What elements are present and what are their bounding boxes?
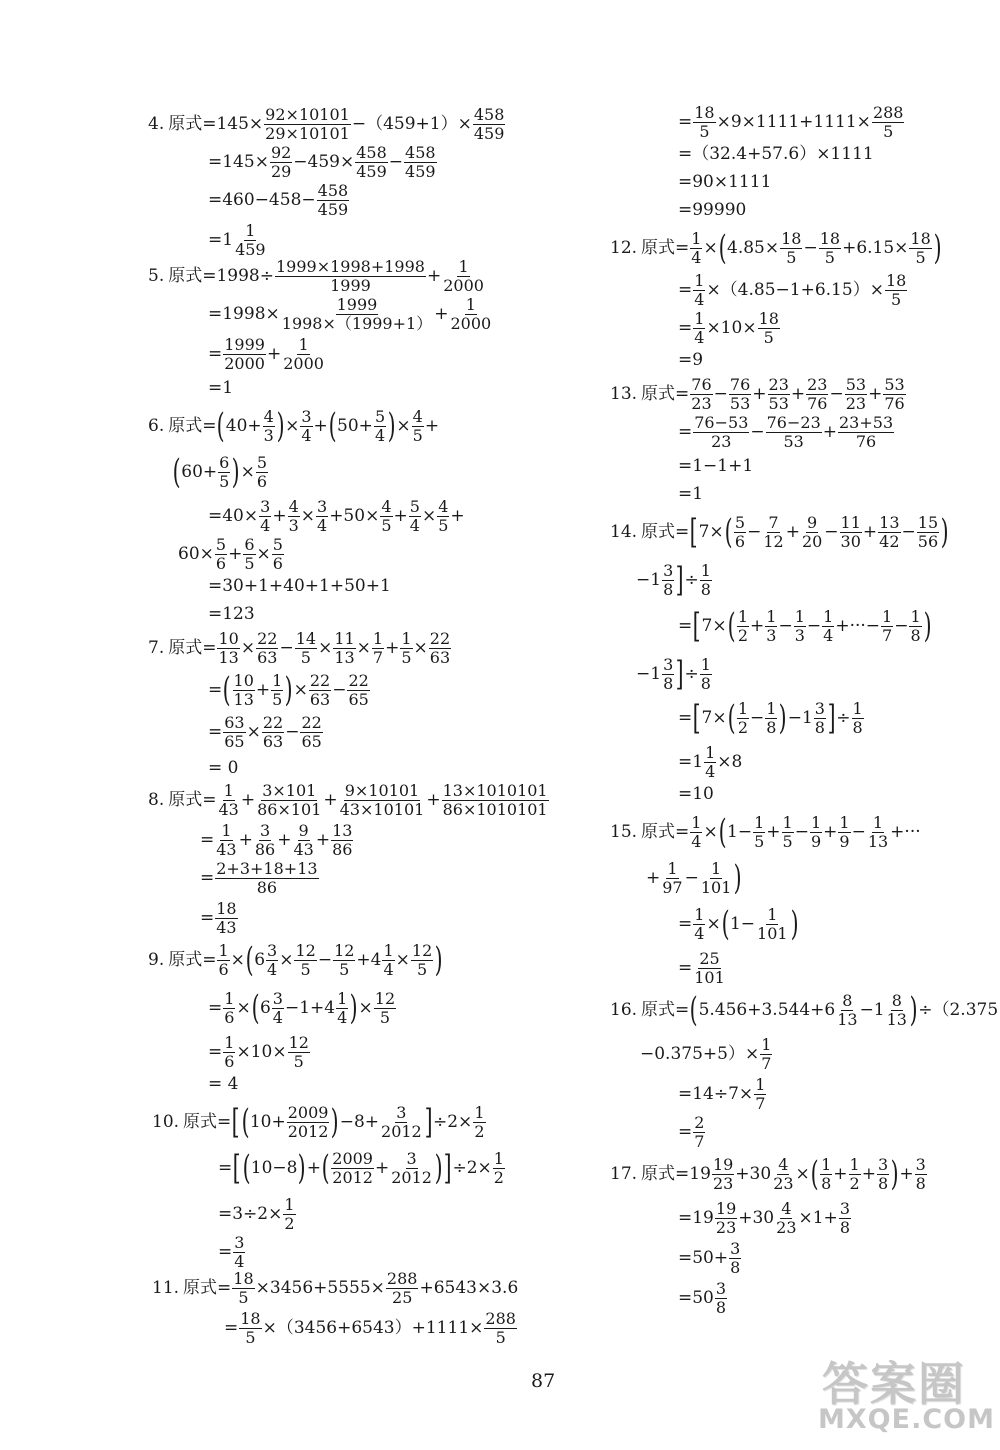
- fraction: $\frac{22}{65}$: [348, 671, 369, 709]
- problem-9-line-3: = $\frac{1}{6}$ ×10× $\frac{12}{5}$: [208, 1033, 309, 1071]
- problem-7-line-1: 7. 原式 = $\frac{10}{13}$ × $\frac{22}{63}$ − $\frac{14}{5}$ × $\frac{11}{13}$ × $\frac{1}{7}$ + $\frac{1}{5}$ × $\frac{22}{63}$: [148, 629, 451, 667]
- fraction: $\frac{1}{8}$: [700, 561, 711, 599]
- fraction: $\frac{14}{5}$: [295, 629, 317, 667]
- fraction: $\frac{5}{6}$: [256, 453, 268, 491]
- label: 原式: [168, 637, 203, 658]
- fraction: $\frac{458}{459}$: [356, 143, 387, 181]
- fraction: 19 23: [715, 1199, 737, 1237]
- problem-number: 12.: [610, 237, 638, 258]
- fraction: $\frac{11}{30}$: [840, 513, 861, 551]
- fraction: 2009 2012: [332, 1149, 373, 1187]
- problem-16-line-1: 16. 原式 = ( 5.456+3.544+6 8 13 −1 8 13 ) ÷（2.375: [610, 990, 999, 1031]
- problem-5-line-2: =1998× $\frac{1999}{1998\times(1999+1)}$ + $\frac{1}{2000}$: [208, 295, 492, 333]
- problem-12-line-1: 12. 原式 = $\frac{1}{4}$ × ( 4.85× $\frac{18}{5}$ − $\frac{18}{5}$ +6.15× $\frac{18}{5}$ ): [610, 228, 942, 269]
- fraction: $\frac{1}{2}$: [474, 1103, 485, 1141]
- fraction: $\frac{3}{2012}$: [381, 1103, 422, 1141]
- fraction: $\frac{7}{12}$: [763, 513, 784, 551]
- fraction: $\frac{22}{63}$: [257, 629, 278, 667]
- problem-10-line-3: =3÷2× $\frac{1}{2}$: [218, 1195, 295, 1233]
- fraction: $\frac{1}{4}$: [823, 607, 834, 645]
- label: 原式: [641, 821, 676, 842]
- problem-4-line-2: =145× $\frac{92}{29}$ −459× $\frac{458}{459}$ − $\frac{458}{459}$: [208, 143, 436, 181]
- fraction: $\frac{76-23}{53}$: [766, 413, 821, 451]
- fraction: $\frac{76}{23}$: [691, 375, 712, 413]
- watermark-url: MXQE.COM: [818, 1404, 995, 1435]
- fraction: $\frac{1}{8}$: [700, 655, 711, 693]
- fraction: $\frac{3}{4}$: [260, 497, 271, 535]
- fraction: $\frac{1}{2000}$: [443, 257, 484, 295]
- problem-7-line-3: = $\frac{63}{65}$ × $\frac{22}{63}$ − $\frac{22}{65}$: [208, 713, 322, 751]
- fraction: $\frac{92}{29}$: [270, 143, 292, 181]
- fraction: 8 13: [886, 991, 907, 1029]
- problem-number: 7.: [148, 637, 165, 658]
- fraction: $\frac{9\times 10101}{43\times 10101}$: [339, 781, 425, 819]
- fraction: $\frac{5}{4}$: [409, 497, 420, 535]
- fraction: $\frac{1}{7}$: [761, 1035, 772, 1073]
- problem-7-line-2: = ( 10 13 + $\frac{1}{5}$ ) × $\frac{22}{63}$ − $\frac{22}{65}$: [208, 670, 369, 711]
- fraction: $\frac{4}{5}$: [381, 497, 392, 535]
- fraction: $\frac{1}{4}$: [383, 941, 394, 979]
- fraction: $\frac{1}{5}$: [272, 671, 283, 709]
- fraction: $\frac{23}{76}$: [807, 375, 828, 413]
- fraction: $\frac{12}{5}$: [288, 1033, 309, 1071]
- fraction: $\frac{18}{5}$: [240, 1309, 261, 1347]
- fraction: $\frac{3\times 101}{86\times 101}$: [257, 781, 322, 819]
- problem-5-line-1: 5. 原式 =1998÷ $\frac{1999\times 1998+1998}{1999}$ + $\frac{1}{2000}$: [148, 257, 484, 295]
- fraction: $\frac{3}{86}$: [254, 821, 276, 859]
- fraction: $\frac{5}{6}$: [215, 535, 227, 573]
- fraction: $\frac{63}{65}$: [224, 713, 245, 751]
- fraction: $\frac{18}{5}$: [885, 271, 907, 309]
- problem-number: 10.: [152, 1111, 180, 1132]
- problem-16-line-4: = $\frac{2}{7}$: [678, 1113, 705, 1151]
- fraction: $\frac{3}{4}$: [301, 407, 312, 445]
- fraction: 3 8: [814, 699, 825, 737]
- fraction: $\frac{3}{8}$: [915, 1155, 926, 1193]
- problem-10-line-2: = [ ( 10−8 ) + ( 2009 2012 + $\frac{3}{2012}$ ) ] ÷2× $\frac{1}{2}$: [218, 1148, 504, 1189]
- fraction: $\frac{1}{2000}$: [283, 335, 324, 373]
- problem-15-line-4: = $\frac{25}{101}$: [678, 949, 725, 987]
- fraction: $\frac{4}{3}$: [263, 407, 274, 445]
- problem-8-line-3: = $\frac{2+3+18+13}{86}$: [200, 859, 318, 897]
- problem-15-line-3: = $\frac{1}{4}$ × ( 1− $\frac{1}{101}$ ): [678, 904, 799, 945]
- fraction: 5 6: [734, 513, 746, 551]
- fraction: $\frac{1999\times 1998+1998}{1999}$: [276, 257, 425, 295]
- problem-7-line-4: = 0: [208, 758, 239, 778]
- fraction: $\frac{1}{7}$: [372, 629, 384, 667]
- expr-text: −（459+1）×: [351, 113, 472, 134]
- problem-12-line-3: = $\frac{1}{4}$ ×10× $\frac{18}{5}$: [678, 309, 779, 347]
- problem-10-line-1: 10. 原式 = [ ( 10+ $\frac{2009}{2012}$ ) −8+ $\frac{3}{2012}$ ] ÷2× $\frac{1}{2}$: [152, 1102, 485, 1143]
- fraction: $\frac{3}{8}$: [839, 1199, 850, 1237]
- fraction: $\frac{1}{6}$: [218, 941, 229, 979]
- problem-17-line-4: =50 3 8: [678, 1279, 727, 1317]
- problem-14-line-7: =10: [678, 784, 714, 804]
- page-number: 87: [531, 1370, 556, 1392]
- problem-8-line-1: 8. 原式 = $\frac{1}{43}$ + $\frac{3\times 101}{86\times 101}$ + $\frac{9\times 10101}{43\times 10101}$ + $\frac{13\times 1010101}{86\times 1010101}$: [148, 781, 548, 819]
- fraction: $\frac{23+53}{76}$: [839, 413, 894, 451]
- fraction: $\frac{1}{4}$: [694, 271, 705, 309]
- problem-number: 5.: [148, 265, 165, 286]
- fraction: $\frac{5}{6}$: [272, 535, 283, 573]
- label: 原式: [641, 999, 676, 1020]
- fraction: $\frac{76-53}{23}$: [694, 413, 749, 451]
- problem-12-line-2: = $\frac{1}{4}$ ×（4.85−1+6.15）× $\frac{18}{5}$: [678, 271, 907, 309]
- fraction: $\frac{2009}{2012}$: [287, 1103, 329, 1141]
- fraction: $\frac{458}{459}$: [317, 181, 349, 219]
- fraction: $\frac{18}{5}$: [758, 309, 779, 347]
- problem-9-line-2: = $\frac{1}{6}$ × ( 6 3 4 −1+4 1 4 ) × $\frac{12}{5}$: [208, 988, 396, 1029]
- fraction: $\frac{1}{2}$: [284, 1195, 295, 1233]
- fraction: $\frac{3}{8}$: [730, 1239, 741, 1277]
- fraction: 1 2: [737, 607, 749, 645]
- fraction: $\frac{6}{5}$: [244, 535, 255, 573]
- fraction: $\frac{1}{4}$: [694, 905, 705, 943]
- problem-5-line-3: = $\frac{1999}{2000}$ + $\frac{1}{2000}$: [208, 335, 324, 373]
- fraction: $\frac{1}{4}$: [691, 813, 702, 851]
- problem-12-line-4: =9: [678, 350, 704, 370]
- fraction: $\frac{1}{5}$: [754, 813, 765, 851]
- problem-9-line-1: 9. 原式 = $\frac{1}{6}$ × ( 6 $\frac{3}{4}$ × $\frac{12}{5}$ − $\frac{12}{5}$ +4 $\frac{1}{4}$ × $\frac{12}{5}$ ): [148, 940, 443, 981]
- fraction: $\frac{15}{56}$: [917, 513, 939, 551]
- problem-number: 8.: [148, 789, 165, 810]
- problem-9-line-4: = 4: [208, 1074, 239, 1094]
- problem-13-line-3: =1−1+1: [678, 456, 754, 476]
- fraction: $\frac{1}{97}$: [662, 859, 683, 897]
- fraction: $\frac{458}{459}$: [473, 105, 505, 143]
- fraction: 1 459: [235, 221, 266, 259]
- fraction: $\frac{22}{63}$: [262, 713, 284, 751]
- label: 原式: [168, 949, 203, 970]
- fraction: $\frac{11}{13}$: [334, 629, 355, 667]
- fraction: $\frac{1}{9}$: [810, 813, 822, 851]
- fraction: $\frac{458}{459}$: [405, 143, 436, 181]
- fraction: $\frac{1}{8}$: [766, 699, 777, 737]
- fraction: $\frac{9}{43}$: [293, 821, 314, 859]
- fraction: $\frac{18}{5}$: [233, 1269, 254, 1307]
- fraction: $\frac{1}{2000}$: [450, 295, 492, 333]
- label: 原式: [168, 265, 203, 286]
- problem-8-line-4: = $\frac{18}{43}$: [200, 899, 237, 937]
- fraction: $\frac{5}{4}$: [374, 407, 386, 445]
- fraction: $\frac{1}{13}$: [867, 813, 889, 851]
- fraction: $\frac{1}{4}$: [694, 309, 705, 347]
- label: 原式: [168, 789, 203, 810]
- problem-number: 11.: [152, 1277, 180, 1298]
- problem-15-line-2: + $\frac{1}{97}$ − $\frac{1}{101}$ ): [646, 858, 743, 899]
- fraction: 19 23: [712, 1155, 734, 1193]
- fraction: $\frac{18}{5}$: [694, 103, 715, 141]
- expr-text: =145×: [202, 113, 264, 134]
- problem-11-line-1: 11. 原式 = $\frac{18}{5}$ ×3456+5555× $\frac{288}{25}$ +6543×3.6: [152, 1269, 519, 1307]
- fraction: $\frac{9}{20}$: [801, 513, 823, 551]
- fraction: $\frac{2}{7}$: [694, 1113, 705, 1151]
- problem-number: 4.: [148, 113, 165, 134]
- problem-6-line-1: 6. 原式 = ( 40+ $\frac{4}{3}$ ) × $\frac{3}{4}$ + ( 50+ $\frac{5}{4}$ ) × $\frac{4}{5}$ +: [148, 406, 440, 447]
- fraction: $\frac{53}{23}$: [845, 375, 867, 413]
- fraction: $\frac{1999}{1998\times(1999+1)}$: [281, 295, 433, 333]
- fraction: $\frac{1}{3}$: [794, 607, 805, 645]
- fraction: $\frac{1}{2}$: [493, 1149, 504, 1187]
- problem-number: 9.: [148, 949, 165, 970]
- problem-number: 15.: [610, 821, 638, 842]
- fraction: $\frac{13}{42}$: [879, 513, 900, 551]
- fraction: $\frac{1}{6}$: [224, 1033, 235, 1071]
- problem-number: 14.: [610, 521, 638, 542]
- problem-15-line-1: 15. 原式 = $\frac{1}{4}$ × ( 1− $\frac{1}{5}$ + $\frac{1}{5}$ − $\frac{1}{9}$ + $\frac{1}{9}$ − $\frac{1}{13}$ +···: [610, 812, 921, 853]
- problem-13-line-4: =1: [678, 484, 704, 504]
- fraction: $\frac{4}{5}$: [412, 407, 423, 445]
- fraction: $\frac{1}{8}$: [852, 699, 863, 737]
- problem-6-line-6: =123: [208, 604, 255, 624]
- problem-number: 6.: [148, 415, 165, 436]
- label: 原式: [183, 1111, 218, 1132]
- fraction: $\frac{12}{5}$: [411, 941, 433, 979]
- fraction: $\frac{12}{5}$: [334, 941, 355, 979]
- fraction: $\frac{3}{4}$: [317, 497, 328, 535]
- problem-14-line-3: = [ 7× ( 1 2 + $\frac{1}{3}$ − $\frac{1}{3}$ − $\frac{1}{4}$ +···− $\frac{1}{7}$ − $\frac{1}{8}$ ): [678, 606, 932, 647]
- fraction: $\frac{3}{4}$: [267, 941, 278, 979]
- problem-11-line-4: =（32.4+57.6）×1111: [678, 144, 874, 164]
- fraction: $\frac{22}{63}$: [309, 671, 331, 709]
- problem-10-line-4: = $\frac{3}{4}$: [218, 1233, 245, 1271]
- label: 原式: [641, 383, 676, 404]
- problem-number: 17.: [610, 1163, 638, 1184]
- problem-14-line-1: 14. 原式 = [ 7× ( 5 6 − $\frac{7}{12}$ + $\frac{9}{20}$ − $\frac{11}{30}$ + $\frac{13}{42}$ − $\frac{15}{56}$ ): [610, 512, 949, 553]
- problem-13-line-1: 13. 原式 = $\frac{76}{23}$ − $\frac{76}{53}$ + $\frac{23}{53}$ + $\frac{23}{76}$ − $\frac{53}{23}$ + $\frac{53}{76}$: [610, 375, 905, 413]
- fraction: $\frac{3}{8}$: [877, 1155, 889, 1193]
- fraction: 3 8: [715, 1279, 727, 1317]
- fraction: $\frac{1}{4}$: [705, 743, 716, 781]
- fraction: $\frac{1}{7}$: [882, 607, 893, 645]
- problem-16-line-3: =14÷7× $\frac{1}{7}$: [678, 1075, 766, 1113]
- problem-4-line-3: =460−458− $\frac{458}{459}$: [208, 181, 349, 219]
- problem-13-line-2: = $\frac{76-53}{23}$ − $\frac{76-23}{53}$ + $\frac{23+53}{76}$: [678, 413, 894, 451]
- problem-11-line-5: =90×1111: [678, 172, 772, 192]
- watermark-logo: [812, 1348, 995, 1444]
- fraction: $\frac{1999}{2000}$: [224, 335, 265, 373]
- fraction: $\frac{1}{3}$: [766, 607, 777, 645]
- fraction: $\frac{1}{9}$: [839, 813, 850, 851]
- problem-14-line-4: −1 3 8 ] ÷ $\frac{1}{8}$: [636, 654, 711, 695]
- fraction: 8 13: [837, 991, 858, 1029]
- fraction: 10 13: [233, 671, 254, 709]
- fraction: $\frac{288}{5}$: [485, 1309, 516, 1347]
- fraction: $\frac{1}{7}$: [755, 1075, 766, 1113]
- fraction: 1 2: [737, 699, 749, 737]
- problem-11-line-2: = $\frac{18}{5}$ ×（3456+6543）+1111× $\frac{288}{5}$: [224, 1309, 516, 1347]
- fraction: $\frac{4}{23}$: [773, 1155, 794, 1193]
- fraction: $\frac{1}{43}$: [218, 781, 239, 819]
- fraction: $\frac{76}{53}$: [729, 375, 751, 413]
- problem-17-line-1: 17. 原式 =19 19 23 +30 $\frac{4}{23}$ × ( 1 8 + $\frac{1}{2}$ + $\frac{3}{8}$ ) + $\frac{3}{8}$: [610, 1154, 926, 1195]
- problem-6-line-4: 60× $\frac{5}{6}$ + $\frac{6}{5}$ × $\frac{5}{6}$: [178, 535, 283, 573]
- problem-8-line-2: = $\frac{1}{43}$ + $\frac{3}{86}$ + $\frac{9}{43}$ + $\frac{13}{86}$: [200, 821, 353, 859]
- fraction: $\frac{25}{101}$: [694, 949, 725, 987]
- fraction: $\frac{1}{5}$: [782, 813, 793, 851]
- fraction: $\frac{18}{5}$: [781, 229, 802, 267]
- problem-14-line-2: −1 3 8 ] ÷ $\frac{1}{8}$: [636, 560, 711, 601]
- problem-16-line-2: −0.375+5）× $\frac{1}{7}$: [640, 1035, 772, 1073]
- problem-14-line-5: = [ 7× ( 1 2 − $\frac{1}{8}$ ) −1 3 8 ] ÷ $\frac{1}{8}$: [678, 698, 863, 739]
- fraction: $\frac{18}{43}$: [216, 899, 237, 937]
- label: 原式: [641, 1163, 676, 1184]
- fraction: $\frac{1}{8}$: [910, 607, 921, 645]
- fraction: $\frac{1}{6}$: [224, 989, 235, 1027]
- fraction: 1 4: [337, 989, 348, 1027]
- fraction: $\frac{22}{65}$: [301, 713, 322, 751]
- fraction: $\frac{3}{2012}$: [391, 1149, 432, 1187]
- fraction: $\frac{1}{43}$: [216, 821, 237, 859]
- fraction: $\frac{1}{5}$: [401, 629, 412, 667]
- problem-4-line-4: =1 1 459: [208, 221, 266, 259]
- fraction: $\frac{22}{63}$: [429, 629, 451, 667]
- label: 原式: [168, 113, 203, 134]
- fraction: $\frac{12}{5}$: [374, 989, 396, 1027]
- fraction: $\frac{53}{76}$: [884, 375, 905, 413]
- fraction: $\frac{18}{5}$: [819, 229, 841, 267]
- label: 原式: [641, 521, 676, 542]
- fraction: 3 8: [663, 561, 674, 599]
- fraction: $\frac{10}{13}$: [218, 629, 239, 667]
- fraction: 3 4: [272, 989, 283, 1027]
- fraction: $\frac{3}{4}$: [234, 1233, 245, 1271]
- fraction: $\frac{13}{86}$: [332, 821, 353, 859]
- problem-number: 16.: [610, 999, 638, 1020]
- fraction: $\frac{288}{25}$: [386, 1269, 418, 1307]
- fraction: $\frac{6}{5}$: [219, 453, 230, 491]
- fraction: $\frac{23}{53}$: [768, 375, 789, 413]
- problem-6-line-3: =40× $\frac{3}{4}$ + $\frac{4}{3}$ × $\frac{3}{4}$ +50× $\frac{4}{5}$ + $\frac{5}{4}$ × $\frac{4}{5}$ +: [208, 497, 465, 535]
- problem-6-line-2: ( 60+ $\frac{6}{5}$ ) × $\frac{5}{6}$: [172, 452, 268, 493]
- fraction: $\frac{1}{2}$: [849, 1155, 860, 1193]
- fraction: $\frac{4}{23}$: [776, 1199, 797, 1237]
- problem-14-line-6: =1 $\frac{1}{4}$ ×8: [678, 743, 743, 781]
- fraction: $\frac{1}{4}$: [691, 229, 702, 267]
- fraction: $\frac{4}{5}$: [438, 497, 449, 535]
- label: 原式: [168, 415, 203, 436]
- fraction: $\frac{92\times 10101}{29\times 10101}$: [265, 105, 350, 143]
- fraction: $\frac{1}{101}$: [757, 905, 788, 943]
- problem-6-line-5: =30+1+40+1+50+1: [208, 576, 391, 596]
- problem-5-line-4: =1: [208, 378, 234, 398]
- problem-17-line-2: =19 19 23 +30 $\frac{4}{23}$ ×1+ $\frac{3}{8}$: [678, 1199, 850, 1237]
- problem-11-line-6: =99990: [678, 200, 747, 220]
- problem-number: 13.: [610, 383, 638, 404]
- fraction: $\frac{1}{101}$: [700, 859, 732, 897]
- fraction: 1 8: [821, 1155, 832, 1193]
- fraction: $\frac{18}{5}$: [910, 229, 931, 267]
- fraction: 3 8: [663, 655, 674, 693]
- fraction: $\frac{288}{5}$: [872, 103, 904, 141]
- problem-4-line-1: [148, 106, 506, 142]
- label: 原式: [641, 237, 676, 258]
- label: 原式: [183, 1277, 218, 1298]
- fraction: $\frac{13\times 1010101}{86\times 1010101}$: [442, 781, 548, 819]
- watermark-title: 答案圈: [822, 1357, 966, 1411]
- problem-11-line-3: = $\frac{18}{5}$ ×9×1111+1111× $\frac{288}{5}$: [678, 103, 904, 141]
- problem-17-line-3: =50+ $\frac{3}{8}$: [678, 1239, 741, 1277]
- fraction: $\frac{4}{3}$: [288, 497, 299, 535]
- fraction: $\frac{2+3+18+13}{86}$: [216, 859, 318, 897]
- fraction: $\frac{12}{5}$: [295, 941, 316, 979]
